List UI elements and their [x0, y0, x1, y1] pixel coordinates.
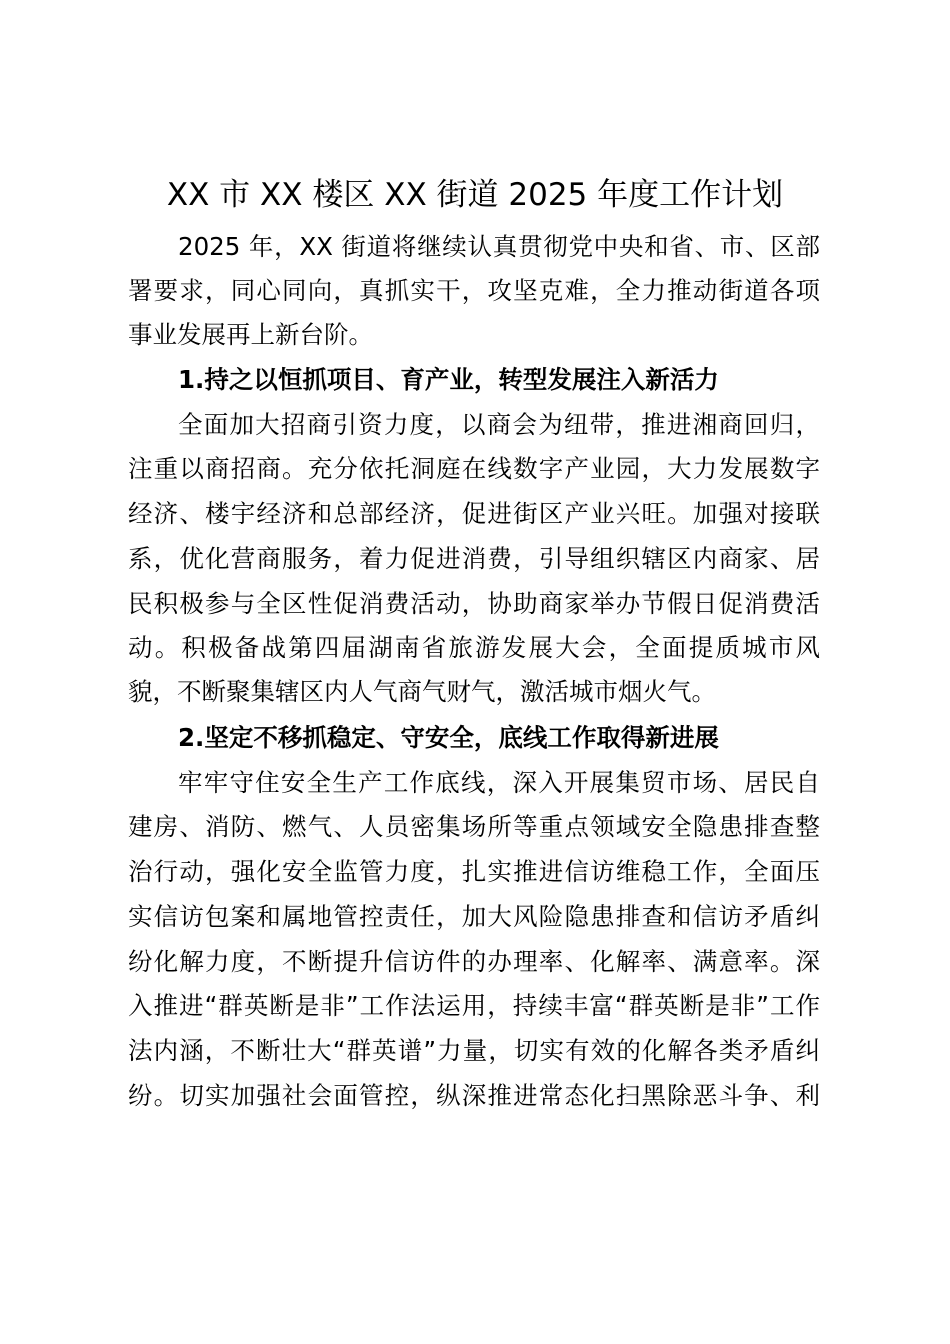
section-2-line: 法内涵，不断壮大“群英谱”力量，切实有效的化解各类矛盾纠	[128, 1036, 820, 1065]
section-2-line: 实信访包案和属地管控责任，加大风险隐患排查和信访矛盾纠	[128, 902, 820, 931]
intro-line: 2025 年，XX 街道将继续认真贯彻党中央和省、市、区部	[178, 232, 820, 261]
section-1-line: 系，优化营商服务，着力促进消费，引导组织辖区内商家、居	[128, 544, 820, 573]
section-2-heading: 2.坚定不移抓稳定、守安全，底线工作取得新进展	[178, 723, 719, 752]
intro-line: 署要求，同心同向，真抓实干，攻坚克难，全力推动街道各项	[128, 276, 820, 305]
section-1-line: 注重以商招商。充分依托洞庭在线数字产业园，大力发展数字	[128, 454, 820, 483]
section-2-line: 牢牢守住安全生产工作底线，深入开展集贸市场、居民自	[178, 768, 820, 797]
section-2-line: 纷。切实加强社会面管控，纵深推进常态化扫黑除恶斗争、利	[128, 1081, 820, 1110]
section-2-line: 治行动，强化安全监管力度，扎实推进信访维稳工作，全面压	[128, 857, 820, 886]
section-1-heading: 1.持之以恒抓项目、育产业，转型发展注入新活力	[178, 365, 719, 394]
intro-line: 事业发展再上新台阶。	[128, 320, 373, 349]
section-1-line: 貌，不断聚集辖区内人气商气财气，激活城市烟火气。	[128, 677, 716, 706]
section-2-line: 入推进“群英断是非”工作法运用，持续丰富“群英断是非”工作	[128, 991, 820, 1020]
section-2-line: 建房、消防、燃气、人员密集场所等重点领域安全隐患排查整	[128, 812, 820, 841]
section-1-line: 动。积极备战第四届湖南省旅游发展大会，全面提质城市风	[128, 633, 820, 662]
section-1-line: 全面加大招商引资力度，以商会为纽带，推进湘商回归，	[178, 410, 820, 439]
section-1-line: 经济、楼宇经济和总部经济，促进街区产业兴旺。加强对接联	[128, 499, 820, 528]
document-title: XX 市 XX 楼区 XX 街道 2025 年度工作计划	[166, 177, 784, 213]
section-1-line: 民积极参与全区性促消费活动，协助商家举办节假日促消费活	[128, 589, 820, 618]
section-2-line: 纷化解力度，不断提升信访件的办理率、化解率、满意率。深	[128, 947, 820, 976]
